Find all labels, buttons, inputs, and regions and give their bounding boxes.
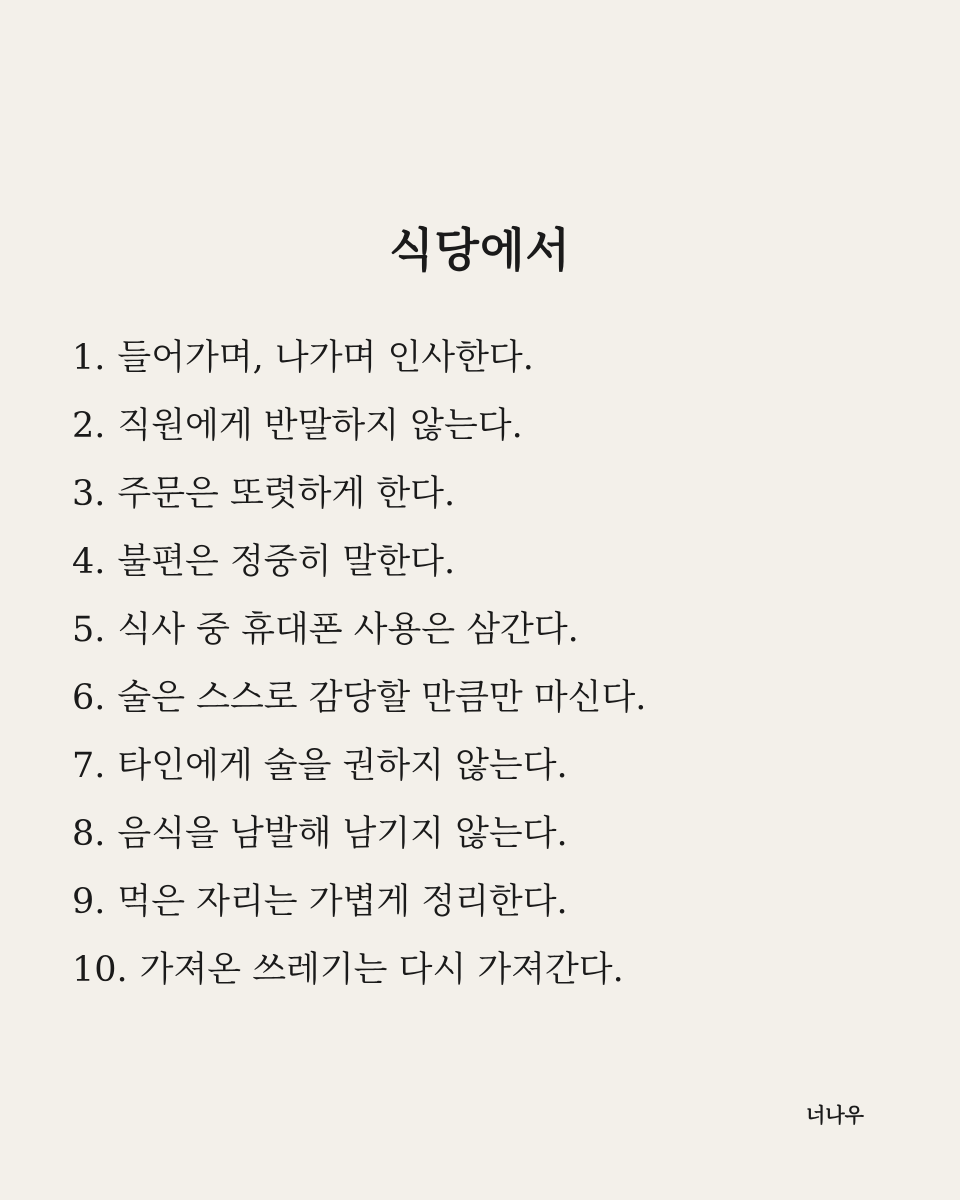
list-item-text: 먹은 자리는 가볍게 정리한다. bbox=[117, 882, 568, 922]
list-item bbox=[72, 466, 892, 534]
list-item bbox=[72, 942, 892, 1010]
list-item-number: 1. bbox=[72, 338, 106, 378]
list-item-text: 술은 스스로 감당할 만큼만 마신다. bbox=[117, 678, 647, 718]
list-item bbox=[72, 670, 892, 738]
list-item bbox=[72, 398, 892, 466]
list-item bbox=[72, 602, 892, 670]
list-item-text: 불편은 정중히 말한다. bbox=[117, 542, 456, 582]
list-item-number: 5. bbox=[72, 610, 106, 650]
list-item-number: 2. bbox=[72, 406, 106, 446]
list-item-text: 직원에게 반말하지 않는다. bbox=[117, 406, 523, 446]
list-item-text: 음식을 남발해 남기지 않는다. bbox=[117, 814, 568, 854]
list-item bbox=[72, 330, 892, 398]
rules-list bbox=[72, 330, 892, 1010]
list-item-text: 주문은 또렷하게 한다. bbox=[117, 474, 456, 514]
list-item-number: 3. bbox=[72, 474, 106, 514]
list-item-number: 8. bbox=[72, 814, 106, 854]
list-item-text: 들어가며, 나가며 인사한다. bbox=[117, 338, 534, 378]
list-item-text: 식사 중 휴대폰 사용은 삼간다. bbox=[117, 610, 579, 650]
page-title: 식당에서 bbox=[389, 223, 571, 277]
author-signature: 너나우 bbox=[806, 1103, 864, 1127]
list-item bbox=[72, 534, 892, 602]
list-item bbox=[72, 806, 892, 874]
list-item-number: 10. bbox=[72, 950, 128, 990]
list-item-text: 타인에게 술을 권하지 않는다. bbox=[117, 746, 568, 786]
list-item-number: 9. bbox=[72, 882, 106, 922]
list-item-number: 6. bbox=[72, 678, 106, 718]
list-item-number: 4. bbox=[72, 542, 106, 582]
list-item-text: 가져온 쓰레기는 다시 가져간다. bbox=[139, 950, 624, 990]
list-item-number: 7. bbox=[72, 746, 106, 786]
list-item bbox=[72, 738, 892, 806]
list-item bbox=[72, 874, 892, 942]
